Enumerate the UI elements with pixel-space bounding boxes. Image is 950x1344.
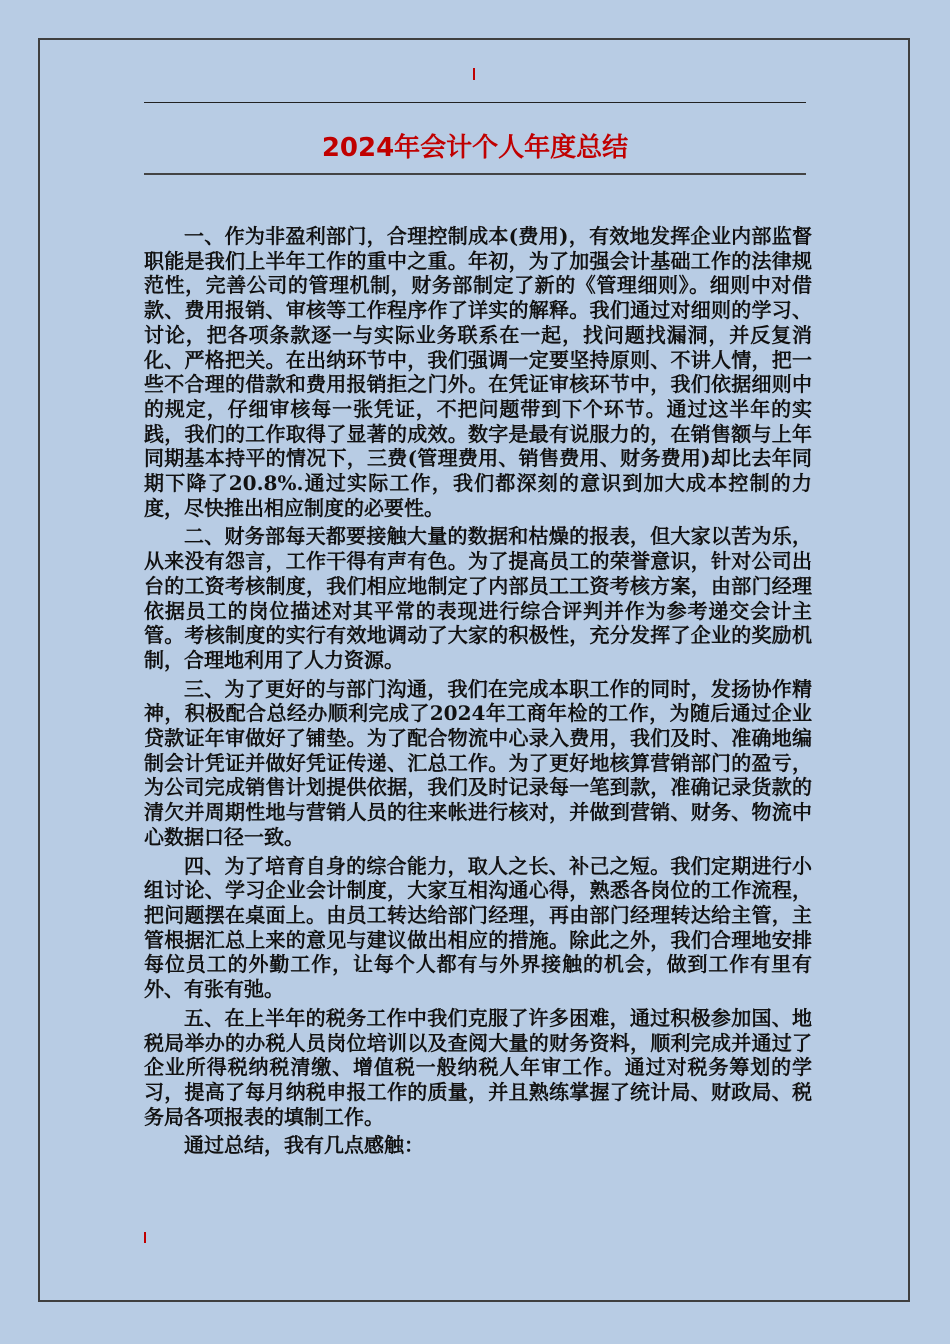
paragraph-4: 四、为了培育自身的综合能力，取人之长、补己之短。我们定期进行小组讨论、学习企业会计制度，大家互相沟通心得，熟悉各岗位的工作流程，把问题摆在桌面上。由员工转达给部门经理，再由部门经理转达给主管，主管根据汇总上来的意见与建议做出相应的措施。除此之外，我们合理地安排每位员工的外勤工作，让每个人都有与外界接触的机会，做到工作有里有外、有张有弛。 — [144, 853, 812, 1002]
header-rule — [144, 102, 806, 103]
paragraph-3: 三、为了更好的与部门沟通，我们在完成本职工作的同时，发扬协作精神，积极配合总经办顺利完成了2024年工商年检的工作，为随后通过企业贷款证年审做好了铺垫。为了配合物流中心录入费用，我们及时、准确地编制会计凭证并做好凭证传递、汇总工作。为了更好地核算营销部门的盈亏，为公司完成销售计划提供依据，我们及时记录每一笔到款，准确记录货款的清欠并周期性地与营销人员的往来帐进行核对，并做到营销、财务、物流中心数据口径一致。 — [144, 676, 812, 849]
title-underline — [144, 173, 806, 175]
paragraph-6: 通过总结，我有几点感触： — [184, 1133, 424, 1158]
paragraph-2: 二、财务部每天都要接触大量的数据和枯燥的报表，但大家以苦为乐，从来没有怨言，工作干得有声有色。为了提高员工的荣誉意识，针对公司出台的工资考核制度，我们相应地制定了内部员工工资考核方案，由部门经理依据员工的岗位描述对其平常的表现进行综合评判并作为参考递交会计主管。考核制度的实行有效地调动了大家的积极性，充分发挥了企业的奖励机制，合理地利用了人力资源。 — [144, 524, 812, 672]
paragraph-5: 五、在上半年的税务工作中我们克服了许多困难，通过积极参加国、地税局举办的办税人员岗位培训以及查阅大量的财务资料，顺利完成并通过了企业所得税纳税清缴、增值税一般纳税人年审工作。通过对税务筹划的学习，提高了每月纳税申报工作的质量，并且熟练掌握了统计局、财政局、税务局各项报表的填制工作。 — [144, 1005, 812, 1129]
document-body — [144, 224, 812, 1158]
document-title: 2024年会计个人年度总结 — [321, 133, 629, 163]
footer-cursor-mark — [144, 1232, 146, 1243]
paragraph-1: 一、作为非盈利部门，合理控制成本(费用)，有效地发挥企业内部监督职能是我们上半年工作的重中之重。年初，为了加强会计基础工作的法律规范性，完善公司的管理机制，财务部制定了新的《管理细则》。细则中对借款、费用报销、审核等工作程序作了详实的解释。我们通过对细则的学习、讨论，把各项条款逐一与实际业务联系在一起，找问题找漏洞，并反复消化、严格把关。在出纳环节中，我们强调一定要坚持原则、不讲人情，把一些不合理的借款和费用报销拒之门外。在凭证审核环节中，我们依据细则中的规定，仔细审核每一张凭证，不把问题带到下个环节。通过这半年的实践，我们的工作取得了显著的成效。数字是最有说服力的，在销售额与上年同期基本持平的情况下，三费(管理费用、销售费用、财务费用)却比去年同期下降了20.8%.通过实际工作，我们都深刻的意识到加大成本控制的力度，尽快推出相应制度的必要性。 — [144, 224, 812, 520]
header-cursor-mark — [473, 68, 475, 80]
